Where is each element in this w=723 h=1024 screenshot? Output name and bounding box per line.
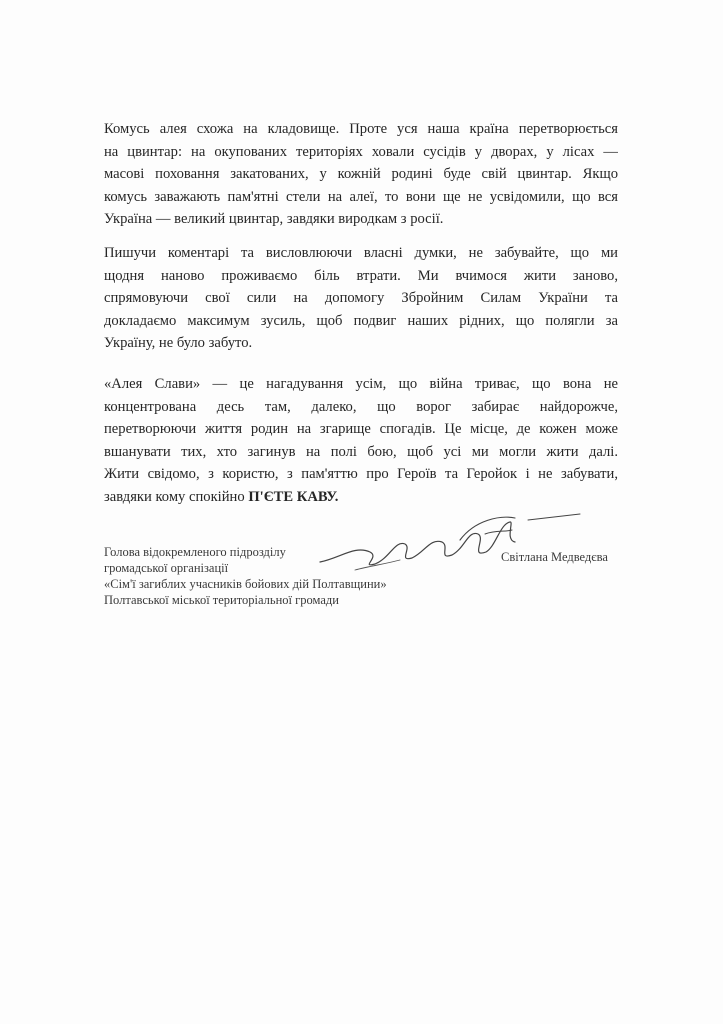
paragraph-2-line: Україну, не було забуто. — [104, 335, 253, 351]
signatory-name: Світлана Медведєва — [501, 550, 608, 564]
signature-title-line: Голова відокремленого підрозділу — [104, 545, 286, 559]
paragraph-3-line: «Алея Слави» — це нагадування усім, що війна триває, що вона не — [104, 376, 618, 392]
paragraph-3-line: Жити свідомо, з користю, з пам'яттю про Героїв та Геройок і не забувати, — [104, 466, 618, 482]
paragraph-2-line: Пишучи коментарі та висловлюючи власні думки, не забувайте, що ми — [104, 245, 618, 261]
coffee-emphasis: П'ЄТЕ КАВУ. — [248, 488, 339, 505]
paragraph-2-line: спрямовуючи свої сили на допомогу Збройним Силам України та — [104, 290, 618, 306]
paragraph-3-last-line-text: завдяки кому спокійно — [104, 488, 249, 505]
paragraph-1-line: Україна — великий цвинтар, завдяки виродкам з росії. — [104, 211, 444, 227]
paragraph-3-line: вшанувати тих, хто загинув на полі бою, щоб усі ми могли жити далі. — [104, 443, 618, 460]
paragraph-2-line: щодня наново проживаємо біль втрати. Ми вчимося жити заново, — [104, 267, 618, 284]
paragraph-2 — [104, 242, 618, 355]
paragraph-1-line: Комусь алея схожа на кладовище. Проте уся наша країна перетворюється — [104, 121, 618, 137]
signature-title-line: громадської організації — [104, 561, 229, 575]
paragraph-1-line: масові поховання закатованих, у кожній родині буде свій цвинтар. Якщо — [104, 166, 618, 182]
signature-title-line: Полтавської міської територіальної громади — [104, 593, 339, 607]
paragraph-3-line: концентрована десь там, далеко, що ворог забирає найдорожче, — [104, 398, 618, 415]
paragraph-1 — [104, 118, 618, 231]
paragraph-3 — [104, 373, 618, 508]
paragraph-1-line: на цвинтар: на окупованих територіях ховали сусідів у дворах, у лісах — — [104, 143, 618, 160]
paragraph-1-line: комусь заважають пам'ятні стели на алеї, то вони ще не усвідомили, що вся — [104, 188, 618, 205]
paragraph-2-line: докладаємо максимум зусиль, щоб подвиг наших рідних, що полягли за — [104, 312, 618, 329]
signature-block — [104, 544, 387, 608]
paragraph-3-line: перетворюючи життя родин на згарище спогадів. Це місце, де кожен може — [104, 421, 618, 437]
signature-title-line: «Сім'ї загиблих учасників бойових дій Полтавщини» — [104, 577, 387, 591]
